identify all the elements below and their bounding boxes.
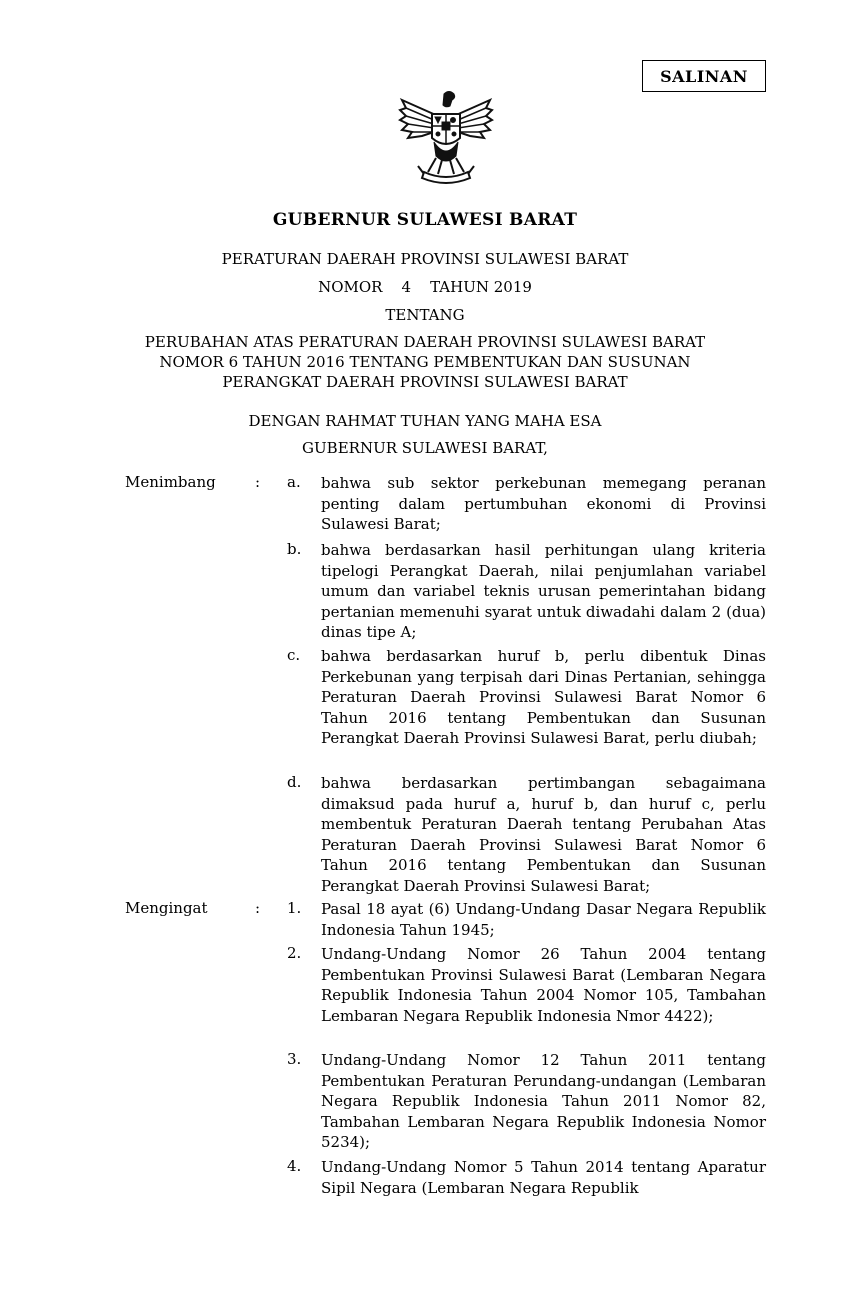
issuer: GUBERNUR SULAWESI BARAT, [302, 439, 548, 457]
menimbang-item-a: bahwa sub sektor perkebunan memegang peranan penting dalam pertumbuhan ekonomi di Provinsi Sulawesi Barat; [321, 474, 766, 533]
item-marker: 2. [287, 944, 302, 962]
mengingat-item-4: Undang-Undang Nomor 5 Tahun 2014 tentang Aparatur Sipil Negara (Lembaran Negara Republik [321, 1158, 766, 1197]
mengingat-item-3: Undang-Undang Nomor 12 Tahun 2011 tentang Pembentukan Peraturan Perundang-undangan (Lembaran Negara Republik Indonesia Tahun 2011 Nomor 82, Tambahan Lembaran Negara Republik Indonesia Nomor 5234); [321, 1051, 766, 1151]
invocation: DENGAN RAHMAT TUHAN YANG MAHA ESA [248, 412, 602, 430]
item-marker: b. [287, 540, 302, 558]
item-marker: 1. [287, 899, 302, 917]
item-marker: d. [287, 773, 302, 791]
menimbang-label: Menimbang [125, 473, 216, 491]
about-label: TENTANG [385, 306, 465, 324]
item-marker: c. [287, 646, 301, 664]
subject-line-2: NOMOR 6 TAHUN 2016 TENTANG PEMBENTUKAN DAN SUSUNAN [159, 353, 691, 371]
mengingat-label: Mengingat [125, 899, 208, 917]
menimbang-item-d: bahwa berdasarkan pertimbangan sebagaimana dimaksud pada huruf a, huruf b, dan huruf c, perlu membentuk Peraturan Daerah tentang Perubahan Atas Peraturan Daerah Provinsi Sulawesi Barat Nomor 6 Tahun 2016 tentang Pembentukan dan Susunan Perangkat Daerah Provinsi Sulawesi Barat; [321, 774, 766, 895]
menimbang-colon: : [255, 473, 261, 491]
mengingat-item-2: Undang-Undang Nomor 26 Tahun 2004 tentang Pembentukan Provinsi Sulawesi Barat (Lembaran Negara Republik Indonesia Tahun 2004 Nomor 105, Tambahan Lembaran Negara Republik Indonesia Nmor 4422); [321, 945, 766, 1025]
item-marker: 3. [287, 1050, 302, 1068]
governor-heading: GUBERNUR SULAWESI BARAT [272, 210, 578, 230]
menimbang-item-c: bahwa berdasarkan huruf b, perlu dibentuk Dinas Perkebunan yang terpisah dari Dinas Pertanian, sehingga Peraturan Daerah Provinsi Sulawesi Barat Nomor 6 Tahun 2016 tentang Pembentukan dan Susunan Perangkat Daerah Provinsi Sulawesi Barat, perlu diubah; [321, 647, 766, 747]
item-marker: 4. [287, 1157, 302, 1175]
item-marker: a. [287, 473, 301, 491]
regulation-number: NOMOR 4 TAHUN 2019 [318, 278, 532, 296]
subject-line-3: PERANGKAT DAERAH PROVINSI SULAWESI BARAT [222, 373, 628, 391]
mengingat-item-1: Pasal 18 ayat (6) Undang-Undang Dasar Negara Republik Indonesia Tahun 1945; [321, 900, 766, 939]
garuda-emblem-icon [394, 86, 498, 192]
mengingat-colon: : [255, 899, 261, 917]
salinan-stamp: SALINAN [642, 60, 766, 92]
subject-line-1: PERUBAHAN ATAS PERATURAN DAERAH PROVINSI SULAWESI BARAT [144, 333, 706, 351]
regulation-title: PERATURAN DAERAH PROVINSI SULAWESI BARAT [221, 250, 629, 268]
menimbang-item-b: bahwa berdasarkan hasil perhitungan ulang kriteria tipelogi Perangkat Daerah, nilai penjumlahan variabel umum dan variabel teknis urusan pemerintahan bidang pertanian memenuhi syarat untuk diwadahi dalam 2 (dua) dinas tipe A; [321, 541, 766, 641]
